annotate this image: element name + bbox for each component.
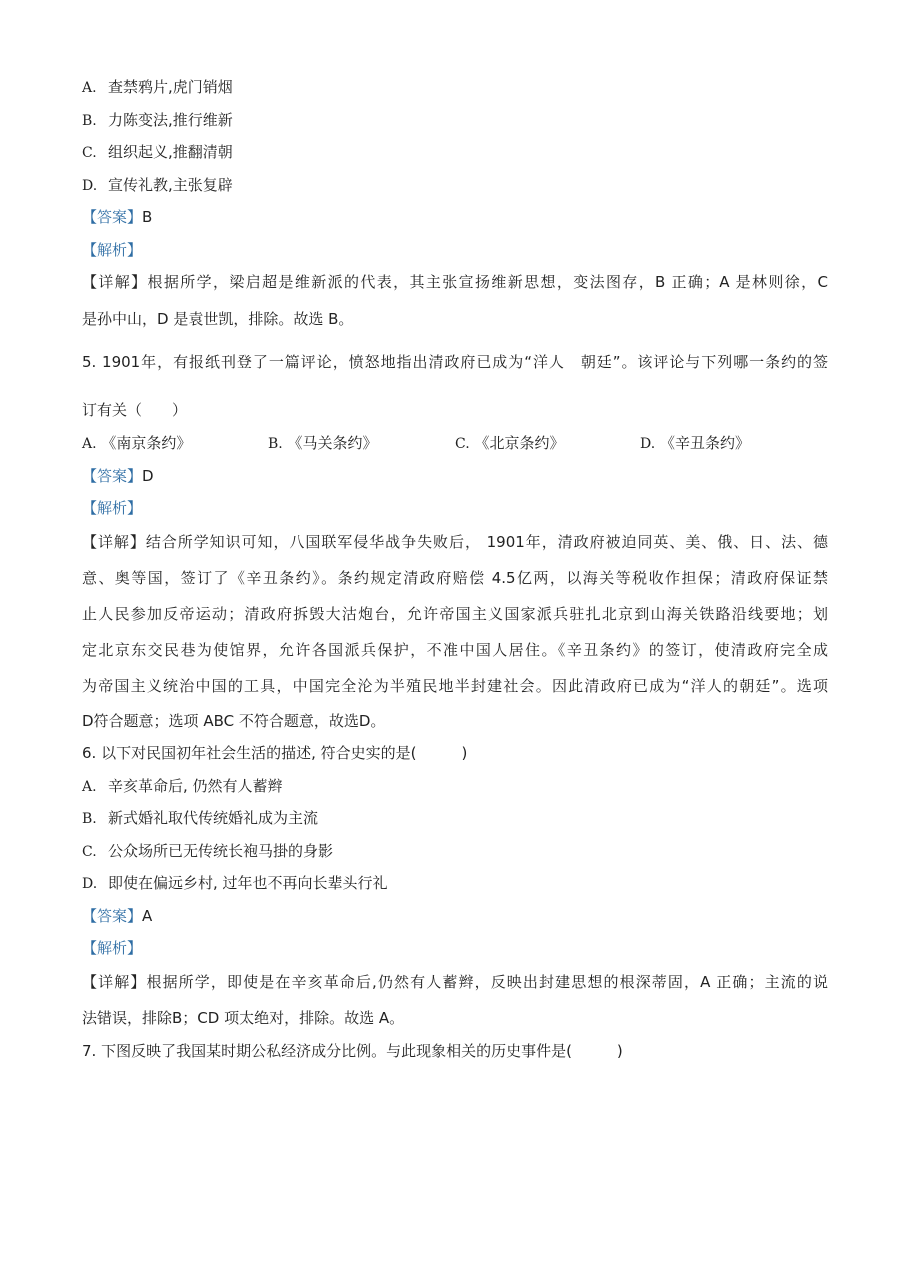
q5-answer: 【答案】D [82, 467, 154, 485]
q6-option-a: A. 辛亥革命后, 仍然有人蓄辫 [82, 777, 283, 795]
q5-option-d: D. 《辛丑条约》 [640, 434, 750, 452]
q5-option-c: C. 《北京条约》 [455, 434, 565, 452]
answer-tag: 【答案】 [82, 208, 143, 226]
q5-detail-line-6: D符合题意；选项 ABC 不符合题意，故选D。 [82, 712, 386, 730]
q4-detail-line-2: 是孙中山，D 是袁世凯，排除。故选 B。 [82, 310, 354, 328]
q5-detail-line-5: 为帝国主义统治中国的工具，中国完全沦为半殖民地半封建社会。因此清政府已成为“洋人的朝廷”。选项 [82, 677, 828, 695]
q5-detail-line-4: 定北京东交民巷为使馆界，允许各国派兵保护，不准中国人居住。《辛丑条约》的签订，使清政府完全成 [82, 641, 828, 659]
q6-detail-line-1: 【详解】根据所学，即使是在辛亥革命后,仍然有人蓄辫，反映出封建思想的根深蒂固，A 正确；主流的说 [82, 973, 828, 991]
q6-answer: 【答案】A [82, 907, 153, 925]
q4-detail-line-1: 【详解】根据所学，梁启超是维新派的代表，其主张宣扬维新思想，变法图存，B 正确；A 是林则徐，C [82, 273, 828, 291]
q5-detail-line-2: 意、奥等国，签订了《辛丑条约》。条约规定清政府赔偿 4.5亿两，以海关等税收作担保；清政府保证禁 [82, 569, 828, 587]
q4-option-d: D. 宣传礼教,主张复辟 [82, 176, 233, 194]
q6-analysis-heading: 【解析】 [82, 939, 143, 957]
q4-analysis-heading: 【解析】 [82, 241, 143, 259]
q6-option-b: B. 新式婚礼取代传统婚礼成为主流 [82, 809, 319, 827]
q4-option-c: C. 组织起义,推翻清朝 [82, 143, 233, 161]
q5-analysis-heading: 【解析】 [82, 499, 143, 517]
q5-stem-line-2: 订有关（ ） [82, 401, 188, 419]
q5-detail-line-3: 止人民参加反帝运动；清政府拆毁大沽炮台，允许帝国主义国家派兵驻扎北京到山海关铁路沿线要地；划 [82, 605, 828, 623]
q5-option-a: A. 《南京条约》 [82, 434, 192, 452]
q6-option-c: C. 公众场所已无传统长袍马掛的身影 [82, 842, 334, 860]
q4-option-b: B. 力陈变法,推行维新 [82, 111, 233, 129]
q6-stem: 6. 以下对民国初年社会生活的描述, 符合史实的是( ) [82, 744, 468, 762]
q4-option-a: A. 查禁鸦片,虎门销烟 [82, 78, 233, 96]
q6-option-d: D. 即使在偏远乡村, 过年也不再向长辈头行礼 [82, 874, 388, 892]
q5-detail-line-1: 【详解】结合所学知识可知，八国联军侵华战争失败后， 1901年，清政府被迫同英、美、俄、日、法、德 [82, 533, 828, 551]
q6-detail-line-2: 法错误，排除B；CD 项太绝对，排除。故选 A。 [82, 1009, 405, 1027]
q5-stem-line-1: 5. 1901年，有报纸刊登了一篇评论，愤怒地指出清政府已成为“洋人 朝廷”。该评论与下列哪一条约的签 [82, 353, 828, 371]
q4-answer: 【答案】B [82, 208, 153, 226]
q5-option-b: B. 《马关条约》 [268, 434, 378, 452]
q7-stem: 7. 下图反映了我国某时期公私经济成分比例。与此现象相关的历史事件是( ) [82, 1042, 623, 1060]
